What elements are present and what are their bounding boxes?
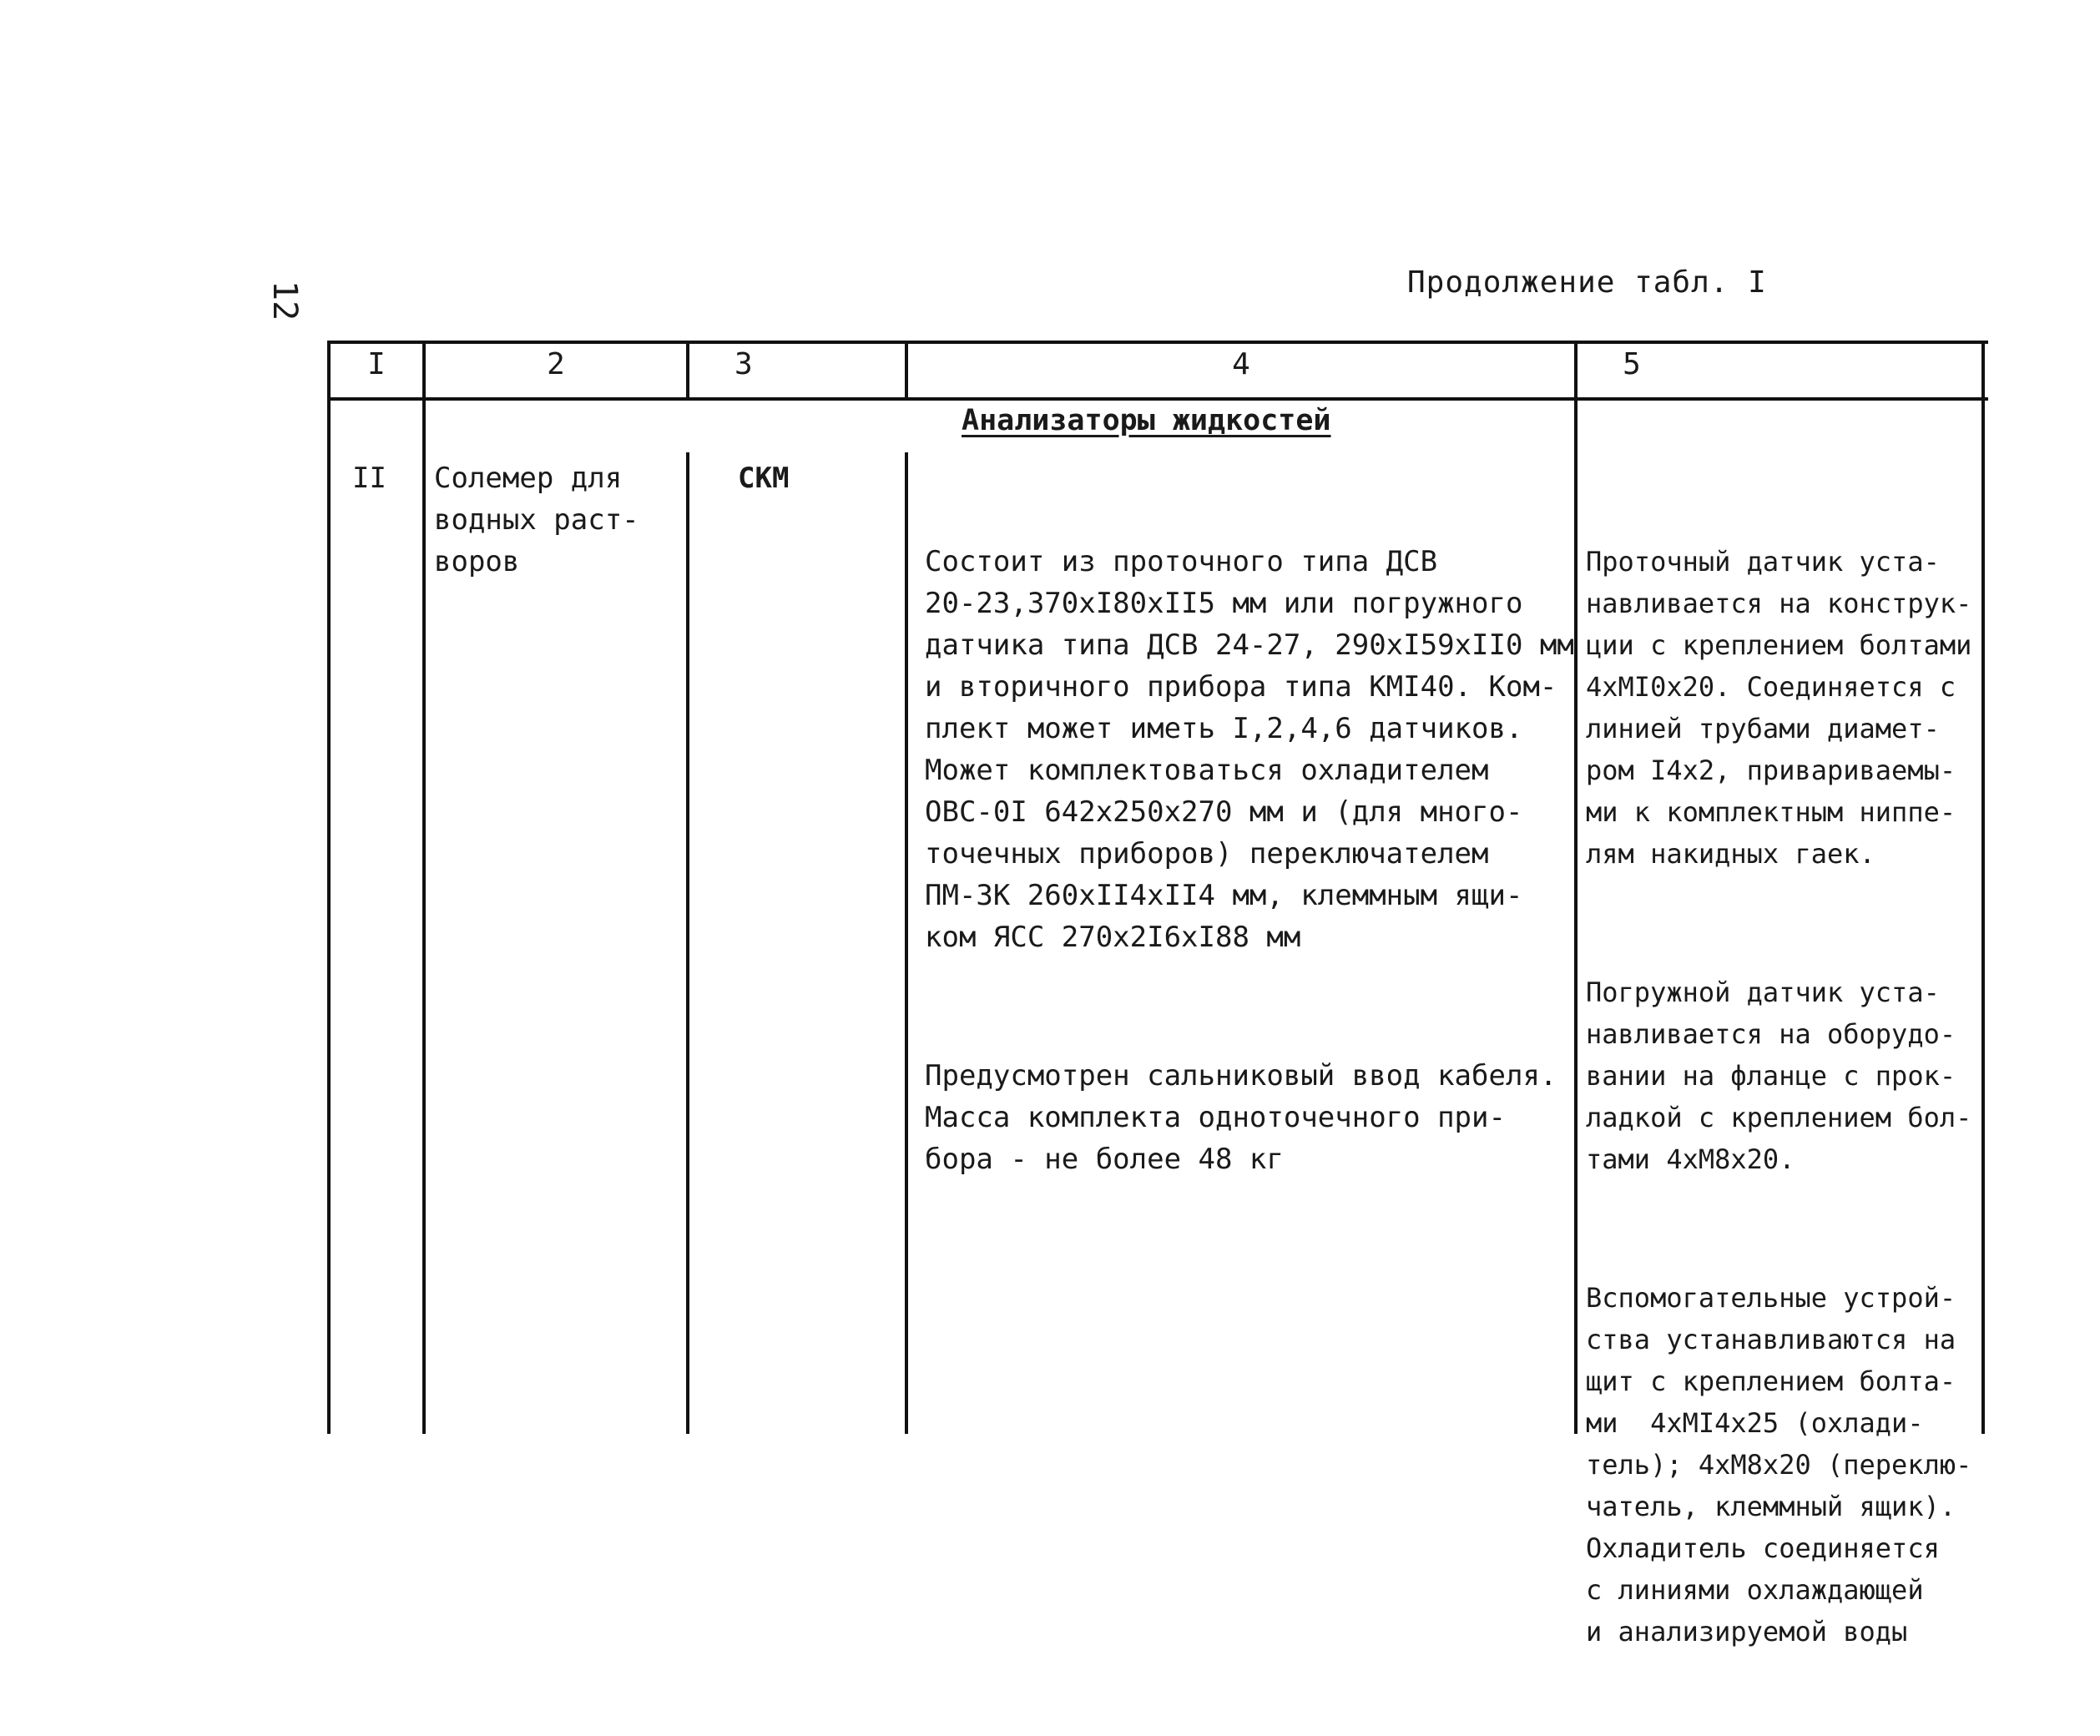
device-type: СКМ	[738, 462, 790, 495]
mounting-paragraph: Проточный датчик уста- навливается на конструк- ции с креплением болтами 4хМI0х20. Соединяется с линией трубами диамет- ром I4х2, привариваемы- ми к комплектным ниппе- лям накидных гаек.	[1586, 546, 1972, 870]
device-description	[925, 457, 1574, 1264]
column-divider-4	[1574, 341, 1578, 1434]
header-col-4: 4	[1232, 347, 1250, 381]
description-paragraph: Предусмотрен сальниковый ввод кабеля. Масса комплекта одноточечного при- бора - не более 48 кг	[925, 1059, 1557, 1176]
column-divider-2-body	[686, 452, 689, 1434]
table-left-border	[327, 341, 331, 1434]
header-col-1: I	[367, 347, 386, 381]
equipment-table	[327, 341, 1988, 1648]
header-col-2: 2	[547, 347, 565, 381]
header-col-5: 5	[1623, 347, 1641, 381]
mounting-paragraph: Вспомогательные устрой- ства устанавливаются на щит с креплением болта- ми 4хМI4х25 (охлади- тель); 4хМ8х20 (переклю- чатель, клеммный ящик). Охладитель соединяется с линиями охлаждающей и анализируемой воды	[1586, 1282, 1972, 1648]
page-number: 12	[265, 280, 304, 321]
mounting-instructions	[1586, 457, 1971, 1736]
mounting-paragraph: Погружной датчик уста- навливается на оборудо- вании на фланце с прок- ладкой с креплением бол- тами 4хМ8х20.	[1586, 976, 1972, 1175]
table-top-border	[327, 341, 1988, 344]
description-paragraph: Состоит из проточного типа ДСВ 20-23,370хI80хII5 мм или погружного датчика типа ДСВ 24-27, 290хI59хII0 мм и вторичного прибора типа КМI40. Ком- плект может иметь I,2,4,6 датчиков. Может комплектоваться охладителем ОВС-0I 642х250х270 мм и (для много- точечных приборов) переключателем ПМ-3К 260хII4хII4 мм, клеммным ящи- ком ЯСС 270х2I6хI88 мм	[925, 545, 1574, 954]
column-divider-3-body	[905, 452, 908, 1434]
table-caption: Продолжение табл. I	[1407, 265, 1767, 300]
column-divider-1	[422, 341, 426, 1434]
device-name: Солемер для водных раст- воров	[434, 462, 639, 578]
header-col-3: 3	[734, 347, 753, 381]
header-bottom-border	[327, 397, 1988, 401]
table-right-border	[1981, 341, 1985, 1434]
row-number: II	[352, 462, 386, 495]
section-title: Анализаторы жидкостей	[962, 404, 1331, 437]
